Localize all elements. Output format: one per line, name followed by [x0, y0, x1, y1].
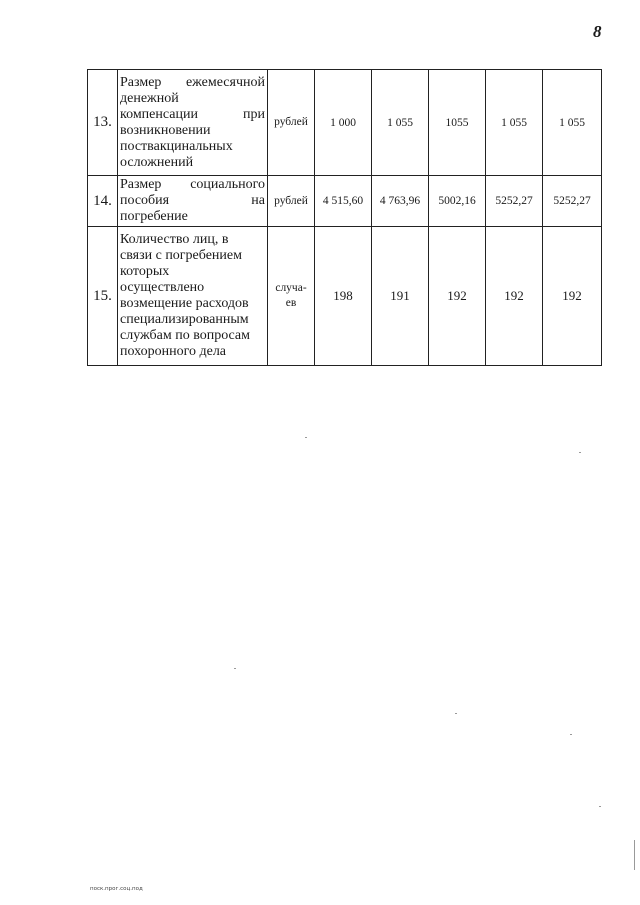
value-cell: 1 055	[372, 70, 429, 176]
desc-line: похоронного дела	[120, 344, 227, 359]
footer-code: поск.прог.соц.под	[90, 886, 143, 892]
value-cell: 192	[486, 227, 543, 366]
row-description	[118, 176, 268, 227]
desc-line: возмещение расходов	[120, 296, 249, 311]
table-row	[88, 227, 602, 366]
desc-line: которых	[120, 264, 170, 279]
desc-line: Размер ежемесячной	[120, 74, 265, 90]
desc-line: связи с погребением	[120, 248, 242, 263]
value-cell: 192	[429, 227, 486, 366]
table-row	[88, 176, 602, 227]
desc-line: компенсации при	[120, 106, 265, 122]
scan-speck	[579, 452, 581, 453]
row-unit	[268, 227, 315, 366]
scan-speck	[234, 668, 236, 669]
desc-line: службам по вопросам	[120, 328, 251, 343]
row-description	[118, 227, 268, 366]
row-number: 15.	[88, 227, 118, 366]
unit-line: ев	[285, 297, 297, 309]
row-number: 14.	[88, 176, 118, 227]
unit-line: случа-	[275, 282, 307, 294]
value-cell: 1 055	[543, 70, 602, 176]
table-row	[88, 70, 602, 176]
row-description	[118, 70, 268, 176]
value-cell: 5002,16	[429, 176, 486, 227]
value-cell: 4 763,96	[372, 176, 429, 227]
desc-line: поствакцинальных	[120, 138, 233, 154]
desc-line: Количество лиц, в	[120, 232, 229, 247]
desc-line: Размер социального	[120, 177, 265, 192]
value-cell: 191	[372, 227, 429, 366]
scan-speck	[305, 437, 307, 438]
scan-speck	[455, 713, 457, 714]
value-cell: 4 515,60	[315, 176, 372, 227]
row-number: 13.	[88, 70, 118, 176]
desc-line: возникновении	[120, 122, 211, 138]
scan-speck	[599, 806, 601, 807]
value-cell: 198	[315, 227, 372, 366]
value-cell: 192	[543, 227, 602, 366]
desc-line: погребение	[120, 209, 188, 224]
desc-line: пособия на	[120, 193, 265, 208]
value-cell: 5252,27	[543, 176, 602, 227]
desc-line: денежной	[120, 90, 179, 106]
scan-speck	[634, 840, 635, 870]
value-cell: 1055	[429, 70, 486, 176]
desc-line: осуществлено	[120, 280, 205, 295]
page-number: 8	[593, 22, 602, 41]
indicators-table	[87, 69, 602, 366]
row-unit: рублей	[268, 176, 315, 227]
scan-speck	[570, 734, 572, 735]
value-cell: 1 000	[315, 70, 372, 176]
desc-line: специализированным	[120, 312, 249, 327]
desc-line: осложнений	[120, 154, 194, 170]
row-unit: рублей	[268, 70, 315, 176]
value-cell: 1 055	[486, 70, 543, 176]
value-cell: 5252,27	[486, 176, 543, 227]
